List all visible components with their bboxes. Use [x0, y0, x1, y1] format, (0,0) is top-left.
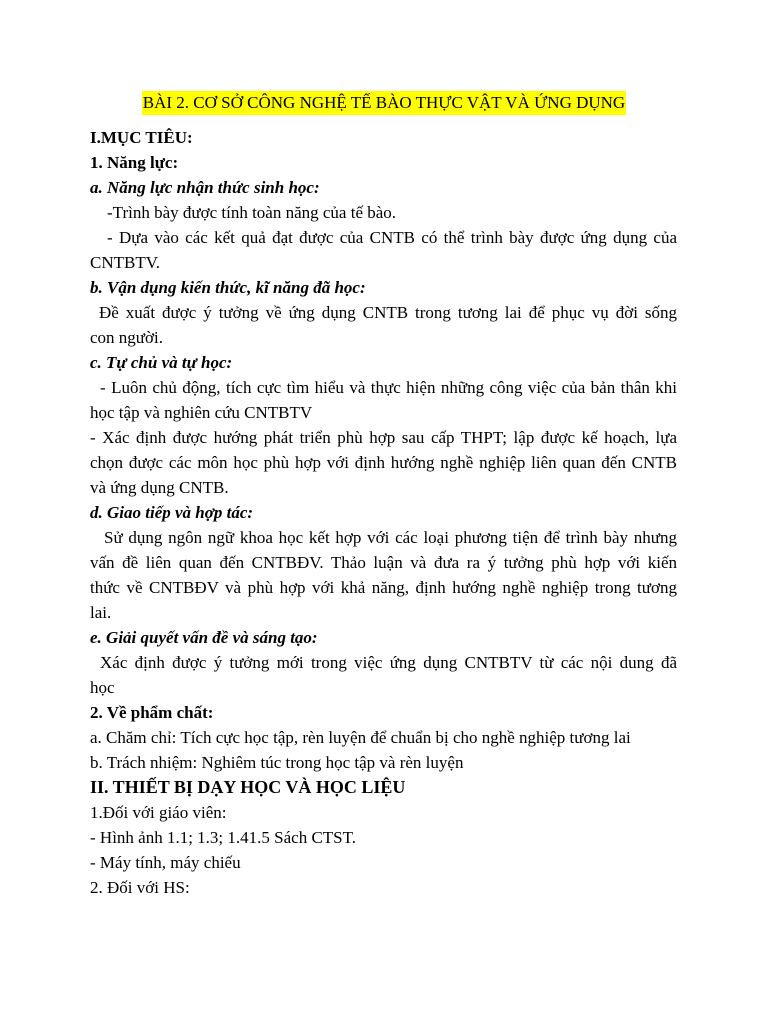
document-body — [90, 125, 677, 900]
paragraph-a2-line2: CNTBTV. — [90, 253, 161, 272]
subheading-a: a. Năng lực nhận thức sinh học: — [90, 178, 320, 197]
paragraph-gv2: - Máy tính, máy chiếu — [90, 853, 241, 872]
paragraph-c1-line2: học tập và nghiên cứu CNTBTV — [90, 403, 313, 422]
paragraph-pc-a: a. Chăm chỉ: Tích cực học tập, rèn luyện để chuẩn bị cho nghề nghiệp tương lai — [90, 728, 631, 747]
paragraph-d1-line2: vấn đề liên quan đến CNTBĐV. Thảo luận và đưa ra ý tưởng phù hợp với kiến — [90, 553, 677, 572]
heading-muc-tieu: I.MỤC TIÊU: — [90, 128, 193, 147]
paragraph-e1-line1: Xác định được ý tưởng mới trong việc ứng dụng CNTBTV từ các nội dung đã — [100, 653, 677, 672]
subheading-c: c. Tự chủ và tự học: — [90, 353, 233, 372]
subheading-b: b. Vận dụng kiến thức, kĩ năng đã học: — [90, 278, 366, 297]
paragraph-b1-line2: con người. — [90, 328, 163, 347]
lesson-title: BÀI 2. CƠ SỞ CÔNG NGHỆ TẾ BÀO THỰC VẬT VÀ ỨNG DỤNG — [142, 91, 626, 115]
paragraph-d1-line4: lai. — [90, 603, 112, 622]
subheading-e: e. Giải quyết vấn đề và sáng tạo: — [90, 628, 318, 647]
paragraph-gv1: - Hình ảnh 1.1; 1.3; 1.41.5 Sách CTST. — [90, 828, 356, 847]
paragraph-d1-line1: Sử dụng ngôn ngữ khoa học kết hợp với các loại phương tiện để trình bày nhưng — [104, 528, 677, 547]
paragraph-a1: -Trình bày được tính toàn năng của tế bào. — [107, 203, 397, 222]
title-wrapper — [0, 91, 768, 115]
paragraph-c2-line2: chọn được các môn học phù hợp với định hướng nghề nghiệp liên quan đến CNTB — [90, 453, 677, 472]
heading-nang-luc: 1. Năng lực: — [90, 153, 179, 172]
heading-thiet-bi: II. THIẾT BỊ DẠY HỌC VÀ HỌC LIỆU — [90, 777, 406, 797]
paragraph-c2-line1: - Xác định được hướng phát triển phù hợp sau cấp THPT; lập được kế hoạch, lựa — [90, 428, 677, 447]
paragraph-b1-line1: Đề xuất được ý tưởng về ứng dụng CNTB trong tương lai để phục vụ đời sống — [99, 303, 677, 322]
paragraph-c1-line1: - Luôn chủ động, tích cực tìm hiểu và thực hiện những công việc của bản thân khi — [100, 378, 677, 397]
paragraph-d1-line3: thức về CNTBĐV và phù hợp với khả năng, định hướng nghề nghiệp trong tương — [90, 578, 677, 597]
paragraph-pc-b: b. Trách nhiệm: Nghiêm túc trong học tập và rèn luyện — [90, 753, 464, 772]
paragraph-c2-line3: và ứng dụng CNTB. — [90, 478, 229, 497]
paragraph-a2-line1: - Dựa vào các kết quả đạt được của CNTB có thể trình bày được ứng dụng của — [107, 228, 677, 247]
paragraph-gv-head: 1.Đối với giáo viên: — [90, 803, 227, 822]
heading-pham-chat: 2. Về phẩm chất: — [90, 703, 214, 722]
subheading-d: d. Giao tiếp và hợp tác: — [90, 503, 254, 522]
paragraph-e1-line2: học — [90, 678, 115, 697]
paragraph-hs-head: 2. Đối với HS: — [90, 878, 190, 897]
